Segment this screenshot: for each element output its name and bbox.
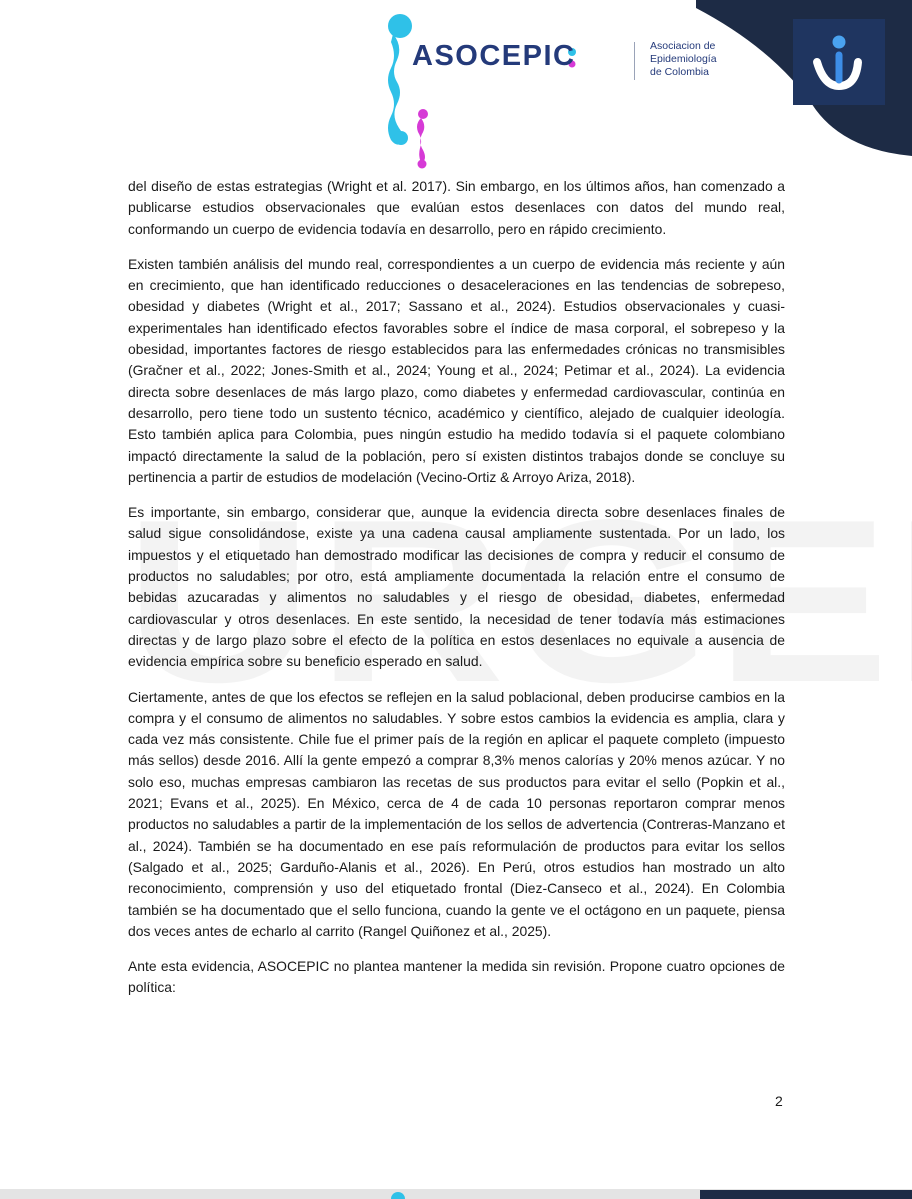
app-logo-dot-icon (833, 36, 846, 49)
document-body (128, 176, 785, 1013)
paragraph-5: Ante esta evidencia, ASOCEPIC no plantea mantener la medida sin revisión. Propone cuatro opciones de política: (128, 958, 785, 996)
org-line-3: de Colombia (650, 66, 709, 78)
page-number: 2 (775, 1093, 783, 1109)
paragraph-2: Existen también análisis del mundo real, correspondientes a un cuerpo de evidencia más reciente y aún en crecimiento, que han identificado reducciones o desaceleraciones en las tendencias de sobrepeso, obesidad y diabetes (Wright et al., 2017; Sassano et al., 2024). Estudios observacionales y cuasi-experimentales han identificado efectos favorables sobre el índice de masa corporal, el sobrepeso y la obesidad, importantes factores de riesgo establecidos para las enfermedades crónicas no transmisibles (Gračner et al., 2022; Jones-Smith et al., 2024; Young et al., 2024; Petimar et al., 2024). La evidencia directa sobre desenlaces de más largo plazo, como diabetes y enfermedad cardiovascular, continúa en desarrollo, pero tiene todo un sustento técnico, académico y científico, alejado de cualquier ideología. Esto también aplica para Colombia, pues ningún estudio ha medido todavía si el paquete colombiano impactó directamente la salud de la población, pero sí existen distintos trabajos donde se concluye su pertinencia a partir de estudios de modelación (Vecino-Ortiz & Arroyo Ariza, 2018). (128, 255, 785, 485)
asocepic-logo-icon (385, 12, 730, 172)
organization-name (650, 40, 717, 79)
paragraph-3: Es importante, sin embargo, considerar que, aunque la evidencia directa sobre desenlaces finales de salud sigue consolidándose, existe ya una cadena causal ampliamente sustentada. Por un lado, los impuestos y el etiquetado han demostrado modificar las decisiones de compra y reducir el consumo de productos no saludables; por otro, está ampliamente documentada la relación entre el consumo de bebidas azucaradas y alimentos no saludables y el riesgo de obesidad, diabetes, enfermedad cardiovascular y otros desenlaces. En este sentido, la necesidad de tener todavía más estimaciones directas y de largo plazo sobre el efecto de la política en estos desenlaces no equivale a ausencia de evidencia empírica sobre su beneficio esperado en salud. (128, 504, 785, 670)
next-page-logo-fragment (391, 1192, 405, 1199)
paragraph-4: Ciertamente, antes de que los efectos se reflejen en la salud poblacional, deben producirse cambios en la compra y el consumo de alimentos no saludables. Y sobre estos cambios la evidencia es amplia, clara y cada vez más consistente. Chile fue el primer país de la región en aplicar el paquete completo (impuesto más sellos) desde 2016. Allí la gente empezó a comprar 8,3% menos calorías y 20% menos azúcar. Y no solo eso, muchas empresas cambiaron las recetas de sus productos para evitar el sello (Popkin et al., 2021; Evans et al., 2025). En México, cerca de 4 de cada 10 personas reportaron comprar menos productos no saludables a partir de la implementación de los sellos de advertencia (Contreras-Manzano et al., 2024). También se ha documentado en ese país reformulación de productos para evitar los sellos (Salgado et al., 2025; Garduño-Alanis et al., 2026). En Perú, otros estudios han mostrado un alto reconocimiento, comprensión y uso del etiquetado frontal (Diez-Canseco et al., 2024). En Colombia también se ha documentado que el sello funciona, cuando la gente ve el octágono en un paquete, piensa dos veces antes de echarlo al carrito (Rangel Quiñonez et al., 2025). (128, 688, 785, 939)
next-page-corner-fragment (700, 1190, 912, 1199)
org-line-1: Asociacion de (650, 40, 716, 52)
org-line-2: Epidemiología (650, 53, 717, 65)
logo-wordmark: ASOCEPIC (412, 40, 576, 72)
paragraph-1: del diseño de estas estrategias (Wright et al. 2017). Sin embargo, en los últimos años, han comenzado a publicarse estudios observacionales que evalúan estos desenlaces con datos del mundo real, conformando un cuerpo de evidencia todavía en desarrollo, pero en rápido crecimiento. (128, 178, 785, 237)
logo-divider (634, 42, 635, 80)
